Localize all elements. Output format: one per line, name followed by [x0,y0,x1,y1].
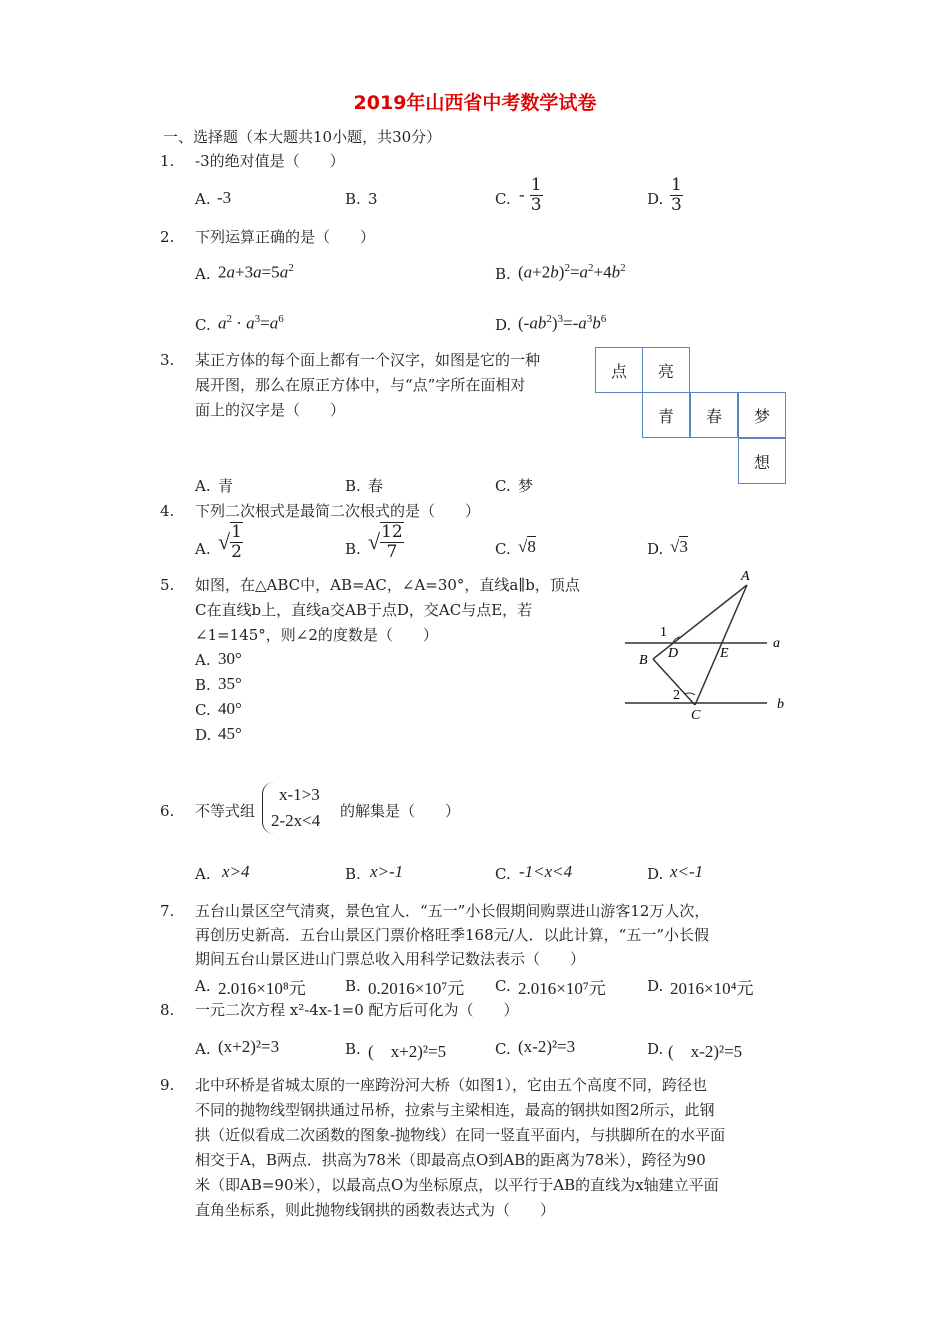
q8-b: ( x+2)²=5 [368,1042,447,1061]
q4-b-label: B. [345,540,361,558]
q8-c: (x-2)²=3 [518,1037,576,1056]
q4-b: √ $\frac{12}{7}$ [368,522,403,562]
q1-b-label: B. [345,190,361,208]
q5-b-label: B. [195,676,211,694]
q6-number: 6. [160,802,175,820]
q5-b: 35° [218,674,242,693]
label-angle-1: 1 [660,625,667,640]
q7-b-label: B. [345,977,361,995]
net-face-dian: 点 [595,347,643,393]
q9-line3: 拱（近似看成二次函数的图象-抛物线）在同一竖直平面内，与拱脚所在的水平面 [195,1126,726,1144]
q7-line2: 再创历史新高．五台山景区门票价格旺季168元/人．以此计算，“五一”小长假 [195,926,710,944]
q8-d-label: D. [647,1040,664,1058]
q5-line2: C在直线b上，直线a交AB于点D，交AC与点E，若 [195,601,533,619]
net-face-xiang: 想 [738,438,786,484]
q4-d-label: D. [647,540,664,558]
q9-line6: 直角坐标系，则此抛物线钢拱的函数表达式为（ ） [195,1201,556,1219]
q3-line3: 面上的汉字是（ ） [195,401,346,419]
q1-number: 1. [160,152,175,170]
q3-a-label: A. [195,477,211,495]
q1-d [670,176,683,215]
q5-a: 30° [218,649,242,668]
q4-d: √3 [670,537,688,556]
q4-a: √ $\frac{1}{2}$ [218,522,242,562]
label-B: B [639,653,648,668]
q5-c: 40° [218,699,242,718]
q9-line2: 不同的抛物线型钢拱通过吊桥，拉索与主梁相连，最高的钢拱如图2所示，此钢 [195,1101,715,1119]
label-D: D [668,646,679,661]
q2-b-label: B. [495,265,511,283]
q2-number: 2. [160,228,175,246]
q8-b-label: B. [345,1040,361,1058]
q9-line4: 相交于A，B两点．拱高为78米（即最高点O到AB的距离为78米），跨径为90 [195,1151,706,1169]
page-title: 2019年山西省中考数学试卷 [353,92,597,114]
q5-number: 5. [160,576,175,594]
q8-number: 8. [160,1001,175,1019]
q6-eq2: 2-2x<4 [271,811,321,830]
q3-c: 梦 [518,477,534,495]
q4-a-numerator: 1 [231,522,242,542]
q7-line3: 期间五台山景区进山门票总收入用科学记数法表示（ ） [195,950,586,968]
q3-a: 青 [218,477,234,495]
label-angle-2: 2 [673,688,680,703]
q8-stem: 一元二次方程 x²-4x-1=0 配方后可化为（ ） [195,1001,519,1019]
q8-a-label: A. [195,1040,211,1058]
q3-b-label: B. [345,477,361,495]
q7-number: 7. [160,902,175,920]
q5-line3: ∠1=145°，则∠2的度数是（ ） [195,626,438,644]
q2-a: $2a+3a=5a^2$ [218,262,294,282]
triangle-figure [615,565,795,725]
q5-a-label: A. [195,651,211,669]
q4-d-radicand: 3 [679,537,688,556]
q2-b: $(a+2b)^2=a^2+4b^2$ [518,262,626,282]
q1-d-fraction [670,176,683,215]
q8-d: ( x-2)²=5 [668,1042,743,1061]
label-b: b [777,697,784,712]
q7-d: 2016×10⁴元 [670,979,754,998]
q7-d-label: D. [647,977,664,995]
q4-c-label: C. [495,540,511,558]
label-a: a [773,636,780,651]
q4-c: √8 [518,537,536,556]
q8-c-label: C. [495,1040,511,1058]
q7-c: 2.016×10⁷元 [518,979,606,998]
q4-a-fraction [230,522,243,562]
q6-system [262,782,320,834]
q6-a-label: A. [195,865,211,883]
label-C: C [691,708,701,723]
q1-c-sign: - [519,185,525,204]
net-face-liang: 亮 [642,347,690,393]
q6-pre: 不等式组 [195,802,256,820]
q6-b-label: B. [345,865,361,883]
q6-d-label: D. [647,865,664,883]
q9-line5: 米（即AB=90米），以最高点O为坐标原点，以平行于AB的直线为x轴建立平面 [195,1176,719,1194]
q4-a-label: A. [195,540,211,558]
q4-a-denominator: 2 [231,542,242,562]
q1-stem: -3的绝对值是（ ） [195,152,345,170]
q9-line1: 北中环桥是省城太原的一座跨汾河大桥（如图1），它由五个高度不同，跨径也 [195,1076,708,1094]
q7-b: 0.2016×10⁷元 [368,979,465,998]
q1-a-label: A. [195,190,211,208]
label-A: A [741,569,750,584]
q1-c-label: C. [495,190,511,208]
q6-eq1: x-1>3 [279,785,320,804]
q3-number: 3. [160,351,175,369]
q2-d-label: D. [495,316,512,334]
q6-c: -1<x<4 [519,862,573,881]
q1-b: 3 [368,190,378,208]
q2-c-label: C. [195,316,211,334]
net-face-meng: 梦 [738,392,786,438]
side-AC [695,585,747,705]
q5-d-label: D. [195,726,212,744]
q7-a: 2.016×10⁸元 [218,979,306,998]
q7-a-label: A. [195,977,211,995]
q1-d-denominator: 3 [671,195,682,215]
section-heading: 一、选择题（本大题共10小题，共30分） [163,128,442,146]
q1-a: -3 [217,188,232,207]
q4-number: 4. [160,502,175,520]
q2-d: $(-ab^2)^3=-a^3b^6$ [518,313,607,333]
q4-b-denominator: 7 [386,542,398,562]
q6-c-label: C. [495,865,511,883]
q3-line1: 某正方体的每个面上都有一个汉字，如图是它的一种 [195,351,541,369]
q1-c-fraction [530,176,543,215]
q7-c-label: C. [495,977,511,995]
q5-c-label: C. [195,701,211,719]
net-face-qing: 青 [642,392,690,438]
q3-line2: 展开图，那么在原正方体中，与“点”字所在面相对 [195,376,526,394]
q6-a: x>4 [222,862,250,881]
q4-b-fraction [380,522,404,562]
q1-d-label: D. [647,190,664,208]
q4-stem: 下列二次根式是最简二次根式的是（ ） [195,502,481,520]
q2-a-label: A. [195,265,211,283]
label-E: E [720,646,729,661]
q5-d: 45° [218,724,242,743]
q2-c: $a^2 \cdot a^3=a^6$ [218,313,284,333]
q2-stem: 下列运算正确的是（ ） [195,228,376,246]
q6-post: 的解集是（ ） [340,802,461,820]
q7-line1: 五台山景区空气清爽，景色宜人．“五一”小长假期间购票进山游客12万人次， [195,902,710,920]
net-face-chun: 春 [690,392,738,438]
q1-c-numerator: 1 [530,175,542,195]
q3-c-label: C. [495,477,511,495]
q9-number: 9. [160,1076,175,1094]
q8-a: (x+2)²=3 [218,1037,280,1056]
q3-b: 春 [368,477,384,495]
q6-d: x<-1 [670,862,704,881]
q5-line1: 如图，在△ABC中，AB=AC，∠A=30°，直线a∥b，顶点 [195,576,580,594]
q6-b: x>-1 [370,862,404,881]
q4-c-radicand: 8 [527,537,536,556]
q1-d-numerator: 1 [671,175,682,195]
q1-c-denominator: 3 [530,195,542,215]
q4-b-numerator: 12 [381,522,403,542]
q1-c [519,176,543,215]
